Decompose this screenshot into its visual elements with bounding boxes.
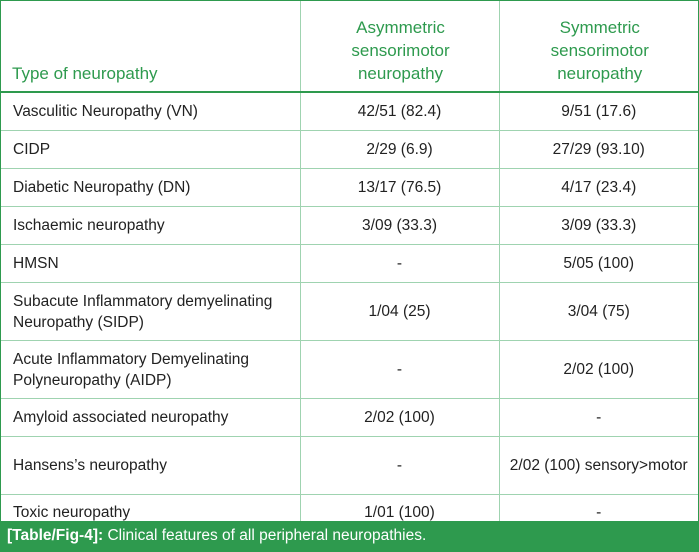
table-row (1, 283, 698, 341)
cell-asymmetric: - (300, 245, 499, 283)
table-row (1, 245, 698, 283)
cell-symmetric: 4/17 (23.4) (499, 169, 698, 207)
caption-label: [Table/Fig-4]: (7, 527, 104, 544)
cell-symmetric: 2/02 (100) sensory>motor (499, 437, 698, 495)
table-row (1, 437, 698, 495)
cell-asymmetric: - (300, 437, 499, 495)
cell-asymmetric: - (300, 341, 499, 399)
cell-symmetric: - (499, 495, 698, 531)
cell-type: Subacute Inflammatory demyelinating Neuropathy (SIDP) (1, 283, 300, 341)
cell-type: Acute Inflammatory Demyelinating Polyneuropathy (AIDP) (1, 341, 300, 399)
table-row (1, 93, 698, 131)
cell-type: Ischaemic neuropathy (1, 207, 300, 245)
cell-type: Diabetic Neuropathy (DN) (1, 169, 300, 207)
cell-asymmetric: 1/04 (25) (300, 283, 499, 341)
header-symmetric (499, 1, 698, 91)
cell-symmetric: 27/29 (93.10) (499, 131, 698, 169)
table-header-row (1, 1, 698, 91)
cell-symmetric: 5/05 (100) (499, 245, 698, 283)
cell-asymmetric: 2/29 (6.9) (300, 131, 499, 169)
cell-type: Hansens’s neuropathy (1, 437, 300, 495)
cell-asymmetric: 3/09 (33.3) (300, 207, 499, 245)
cell-symmetric: 2/02 (100) (499, 341, 698, 399)
header-asymmetric (300, 1, 499, 91)
cell-type: Toxic neuropathy (1, 495, 300, 531)
table-row (1, 207, 698, 245)
table-row (1, 169, 698, 207)
cell-asymmetric: 2/02 (100) (300, 399, 499, 437)
figure-caption (1, 521, 698, 551)
cell-type: HMSN (1, 245, 300, 283)
cell-symmetric: - (499, 399, 698, 437)
header-type-of-neuropathy: Type of neuropathy (1, 1, 300, 91)
cell-symmetric: 9/51 (17.6) (499, 93, 698, 131)
cell-type: Amyloid associated neuropathy (1, 399, 300, 437)
cell-symmetric: 3/04 (75) (499, 283, 698, 341)
cell-type: Vasculitic Neuropathy (VN) (13, 103, 198, 120)
cell-asymmetric: 42/51 (82.4) (300, 93, 499, 131)
cell-symmetric: 3/09 (33.3) (499, 207, 698, 245)
caption-text: Clinical features of all peripheral neuropathies. (103, 527, 427, 544)
table-row (1, 131, 698, 169)
neuropathy-table (1, 1, 698, 530)
cell-asymmetric: 1/01 (100) (300, 495, 499, 531)
table-row (1, 399, 698, 437)
cell-asymmetric: 13/17 (76.5) (300, 169, 499, 207)
table-row (1, 341, 698, 399)
cell-type: CIDP (1, 131, 300, 169)
header-asymmetric-label: Asymmetric sensorimotor neuropathy (351, 18, 450, 83)
header-symmetric-label: Symmetric sensorimotor neuropathy (550, 18, 649, 83)
